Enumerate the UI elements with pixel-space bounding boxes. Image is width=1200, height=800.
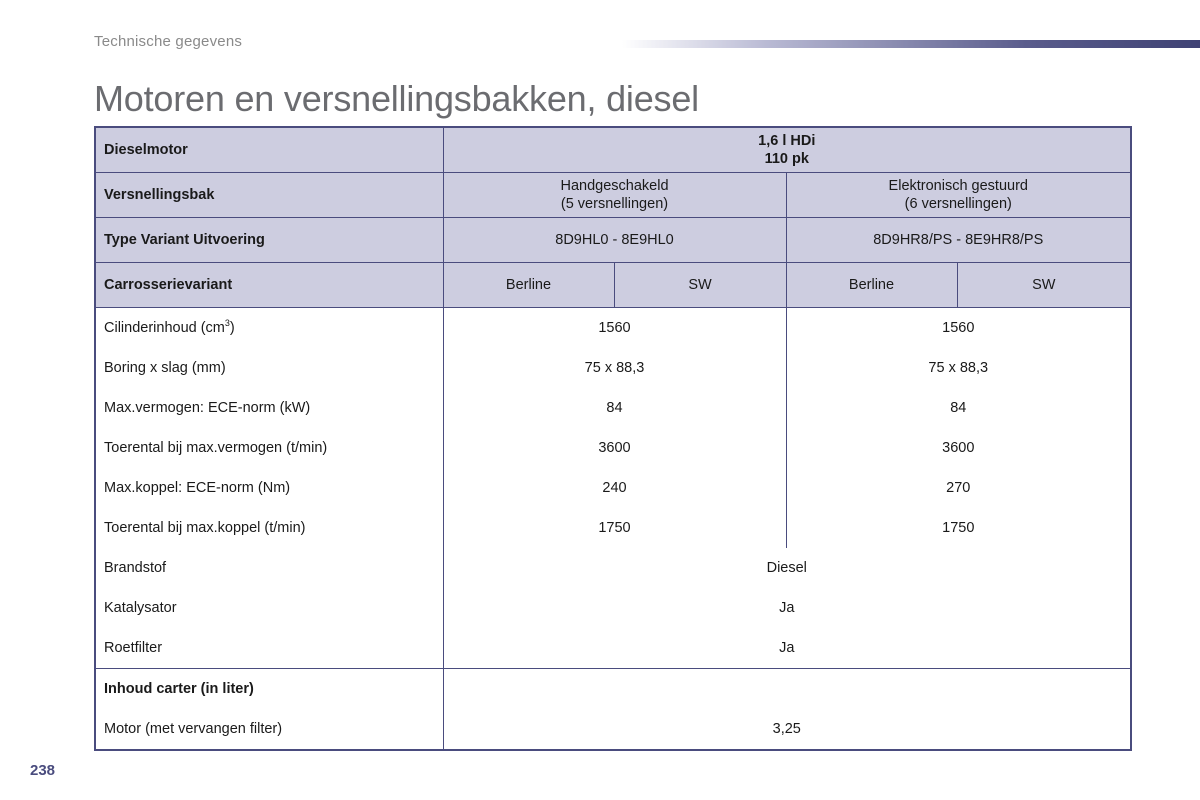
engine-label: Dieselmotor [95,127,443,173]
table-row [95,428,1131,468]
body-row [95,263,1131,308]
engine-value [443,127,1131,173]
gearbox-manual-line2: (5 versnellingen) [560,196,669,212]
row-label: Toerental bij max.koppel (t/min) [95,508,443,548]
type-auto: 8D9HR8/PS - 8E9HR8/PS [786,218,1131,263]
row-manual-value: 1750 [443,508,786,548]
capacity-heading: Inhoud carter (in liter) [95,669,443,710]
gearbox-auto [786,173,1131,218]
capacity-heading-row [95,669,1131,710]
body-label: Carrosserievariant [95,263,443,308]
body-auto-berline: Berline [786,263,957,308]
engine-row [95,127,1131,173]
displacement-auto: 1560 [942,320,975,336]
gearbox-label: Versnellingsbak [95,173,443,218]
row-auto-value: 84 [950,400,967,416]
catalyst-label: Katalysator [95,588,443,628]
gearbox-auto-line1: Elektronisch gestuurd [888,178,1028,194]
fuel-label: Brandstof [95,548,443,588]
table-row [95,508,1131,548]
row-manual-value: 3600 [443,428,786,468]
table-row [95,468,1131,508]
row-auto-value: 3600 [942,440,975,456]
gearbox-auto-line2: (6 versnellingen) [904,196,1012,212]
type-label: Type Variant Uitvoering [95,218,443,263]
row-label: Toerental bij max.vermogen (t/min) [95,428,443,468]
row-manual-value: 75 x 88,3 [443,348,786,388]
body-auto-sw: SW [957,263,1131,308]
engine-value-line2: 110 pk [764,151,809,167]
row-manual-value: 84 [443,388,786,428]
gearbox-manual [443,173,786,218]
row-label: Max.koppel: ECE-norm (Nm) [95,468,443,508]
page-number: 238 [30,762,56,779]
catalyst-row [95,588,1131,628]
type-row [95,218,1131,263]
row-label: Max.vermogen: ECE-norm (kW) [95,388,443,428]
gearbox-manual-line1: Handgeschakeld [560,178,669,194]
engine-oil-row [95,709,1131,750]
particle-filter-value: Ja [779,640,795,656]
particle-filter-row [95,628,1131,669]
spec-table [94,126,1132,751]
section-label: Technische gegevens [94,33,243,50]
row-auto-value: 75 x 88,3 [928,360,989,376]
header-accent-bar [622,40,1200,48]
gearbox-row [95,173,1131,218]
fuel-row [95,548,1131,588]
body-manual-berline: Berline [443,263,614,308]
row-auto-value: 270 [946,480,971,496]
engine-value-line1: 1,6 l HDi [758,133,816,149]
row-label: Boring x slag (mm) [95,348,443,388]
displacement-label: Cilinderinhoud $(cm^3)$ [95,308,443,349]
table-row [95,348,1131,388]
particle-filter-label: Roetfilter [95,628,443,669]
capacity-heading-empty [443,669,1131,710]
displacement-row [95,308,1131,349]
table-row [95,388,1131,428]
type-manual: 8D9HL0 - 8E9HL0 [443,218,786,263]
row-manual-value: 240 [443,468,786,508]
body-manual-sw: SW [614,263,786,308]
fuel-value: Diesel [766,560,807,576]
page-title: Motoren en versnellingsbakken, diesel [94,78,699,119]
engine-oil-label: Motor (met vervangen filter) [95,709,443,750]
displacement-manual: 1560 [443,308,786,349]
engine-oil-value: 3,25 [772,721,801,737]
row-auto-value: 1750 [942,520,975,536]
catalyst-value: Ja [779,600,795,616]
